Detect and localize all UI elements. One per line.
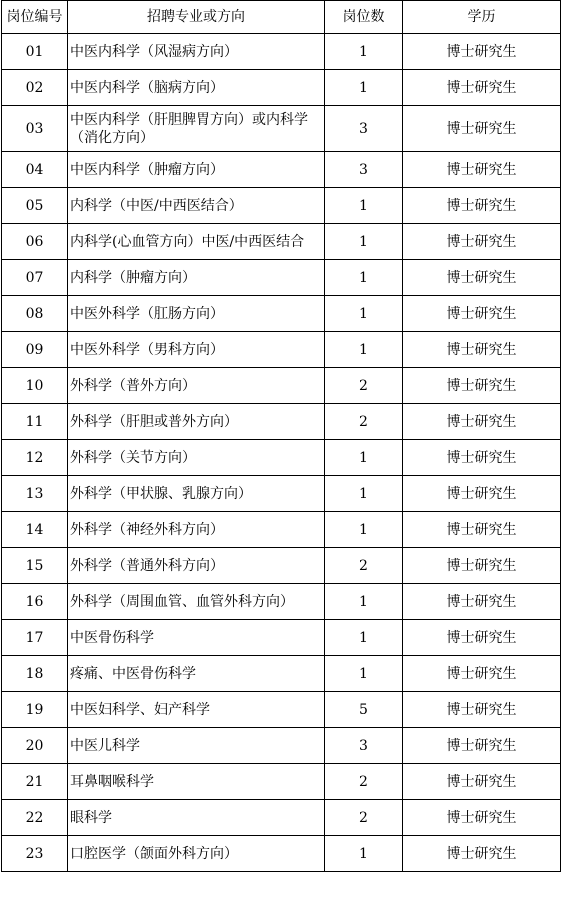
cell-count: 2	[325, 764, 403, 800]
cell-major: 内科学(心血管方向）中医/中西医结合	[68, 224, 325, 260]
table-row	[2, 548, 561, 584]
cell-position-id: 03	[2, 106, 68, 152]
cell-education: 博士研究生	[403, 836, 561, 872]
table-row	[2, 404, 561, 440]
table-row	[2, 512, 561, 548]
cell-position-id: 22	[2, 800, 68, 836]
cell-position-id: 06	[2, 224, 68, 260]
cell-major: 外科学（关节方向）	[68, 440, 325, 476]
cell-major: 中医外科学（男科方向）	[68, 332, 325, 368]
table-row	[2, 728, 561, 764]
cell-position-id: 07	[2, 260, 68, 296]
cell-education: 博士研究生	[403, 548, 561, 584]
cell-position-id: 17	[2, 620, 68, 656]
cell-education: 博士研究生	[403, 224, 561, 260]
cell-major: 外科学（神经外科方向）	[68, 512, 325, 548]
cell-count: 2	[325, 368, 403, 404]
table-row	[2, 692, 561, 728]
cell-major: 中医内科学（肝胆脾胃方向）或内科学（消化方向）	[68, 106, 325, 152]
cell-position-id: 14	[2, 512, 68, 548]
cell-count: 2	[325, 800, 403, 836]
cell-count: 1	[325, 512, 403, 548]
cell-count: 1	[325, 70, 403, 106]
table-row	[2, 106, 561, 152]
cell-count: 1	[325, 476, 403, 512]
cell-major: 内科学（肿瘤方向）	[68, 260, 325, 296]
table-row	[2, 152, 561, 188]
cell-position-id: 15	[2, 548, 68, 584]
cell-position-id: 23	[2, 836, 68, 872]
cell-position-id: 19	[2, 692, 68, 728]
cell-education: 博士研究生	[403, 368, 561, 404]
cell-position-id: 04	[2, 152, 68, 188]
table-row	[2, 260, 561, 296]
cell-position-id: 08	[2, 296, 68, 332]
cell-position-id: 13	[2, 476, 68, 512]
cell-education: 博士研究生	[403, 296, 561, 332]
cell-count: 5	[325, 692, 403, 728]
table-row	[2, 584, 561, 620]
cell-position-id: 16	[2, 584, 68, 620]
header-education: 学历	[403, 1, 561, 34]
cell-education: 博士研究生	[403, 620, 561, 656]
cell-position-id: 11	[2, 404, 68, 440]
table-row	[2, 296, 561, 332]
table-row	[2, 332, 561, 368]
table-row	[2, 476, 561, 512]
cell-major: 中医外科学（肛肠方向）	[68, 296, 325, 332]
cell-count: 3	[325, 728, 403, 764]
cell-count: 1	[325, 224, 403, 260]
cell-count: 2	[325, 404, 403, 440]
cell-education: 博士研究生	[403, 656, 561, 692]
cell-education: 博士研究生	[403, 692, 561, 728]
cell-education: 博士研究生	[403, 152, 561, 188]
cell-count: 2	[325, 548, 403, 584]
cell-position-id: 10	[2, 368, 68, 404]
cell-education: 博士研究生	[403, 106, 561, 152]
cell-education: 博士研究生	[403, 800, 561, 836]
table-row	[2, 70, 561, 106]
cell-position-id: 01	[2, 34, 68, 70]
cell-education: 博士研究生	[403, 332, 561, 368]
table-row	[2, 620, 561, 656]
cell-major: 中医内科学（风湿病方向）	[68, 34, 325, 70]
cell-major: 疼痛、中医骨伤科学	[68, 656, 325, 692]
cell-count: 1	[325, 34, 403, 70]
table-header-row	[2, 1, 561, 34]
cell-major: 中医儿科学	[68, 728, 325, 764]
recruitment-table	[1, 0, 561, 872]
cell-position-id: 02	[2, 70, 68, 106]
table-row	[2, 440, 561, 476]
cell-count: 1	[325, 584, 403, 620]
cell-education: 博士研究生	[403, 728, 561, 764]
cell-education: 博士研究生	[403, 404, 561, 440]
cell-position-id: 18	[2, 656, 68, 692]
cell-count: 1	[325, 656, 403, 692]
cell-education: 博士研究生	[403, 476, 561, 512]
table-row	[2, 836, 561, 872]
cell-count: 1	[325, 260, 403, 296]
cell-major: 外科学（普外方向）	[68, 368, 325, 404]
cell-education: 博士研究生	[403, 70, 561, 106]
cell-education: 博士研究生	[403, 34, 561, 70]
cell-major: 口腔医学（颌面外科方向）	[68, 836, 325, 872]
cell-count: 3	[325, 152, 403, 188]
cell-count: 1	[325, 296, 403, 332]
cell-count: 1	[325, 440, 403, 476]
cell-major: 中医内科学（肿瘤方向）	[68, 152, 325, 188]
cell-count: 3	[325, 106, 403, 152]
cell-position-id: 12	[2, 440, 68, 476]
table-row	[2, 188, 561, 224]
cell-education: 博士研究生	[403, 440, 561, 476]
cell-major: 耳鼻咽喉科学	[68, 764, 325, 800]
cell-position-id: 21	[2, 764, 68, 800]
table-row	[2, 800, 561, 836]
cell-major: 中医骨伤科学	[68, 620, 325, 656]
table-row	[2, 224, 561, 260]
cell-major: 中医妇科学、妇产科学	[68, 692, 325, 728]
table-row	[2, 656, 561, 692]
cell-count: 1	[325, 332, 403, 368]
cell-education: 博士研究生	[403, 584, 561, 620]
cell-major: 内科学（中医/中西医结合）	[68, 188, 325, 224]
cell-major: 中医内科学（脑病方向）	[68, 70, 325, 106]
cell-major: 外科学（肝胆或普外方向）	[68, 404, 325, 440]
cell-position-id: 09	[2, 332, 68, 368]
header-position-id: 岗位编号	[2, 1, 68, 34]
cell-major: 外科学（普通外科方向）	[68, 548, 325, 584]
header-major: 招聘专业或方向	[68, 1, 325, 34]
cell-position-id: 20	[2, 728, 68, 764]
cell-education: 博士研究生	[403, 764, 561, 800]
cell-major: 眼科学	[68, 800, 325, 836]
cell-major: 外科学（周围血管、血管外科方向）	[68, 584, 325, 620]
cell-count: 1	[325, 620, 403, 656]
cell-count: 1	[325, 836, 403, 872]
cell-position-id: 05	[2, 188, 68, 224]
cell-major: 外科学（甲状腺、乳腺方向）	[68, 476, 325, 512]
header-count: 岗位数	[325, 1, 403, 34]
table-row	[2, 368, 561, 404]
table-row	[2, 764, 561, 800]
cell-education: 博士研究生	[403, 188, 561, 224]
cell-education: 博士研究生	[403, 260, 561, 296]
table-body	[2, 34, 561, 872]
table-row	[2, 34, 561, 70]
cell-education: 博士研究生	[403, 512, 561, 548]
cell-count: 1	[325, 188, 403, 224]
